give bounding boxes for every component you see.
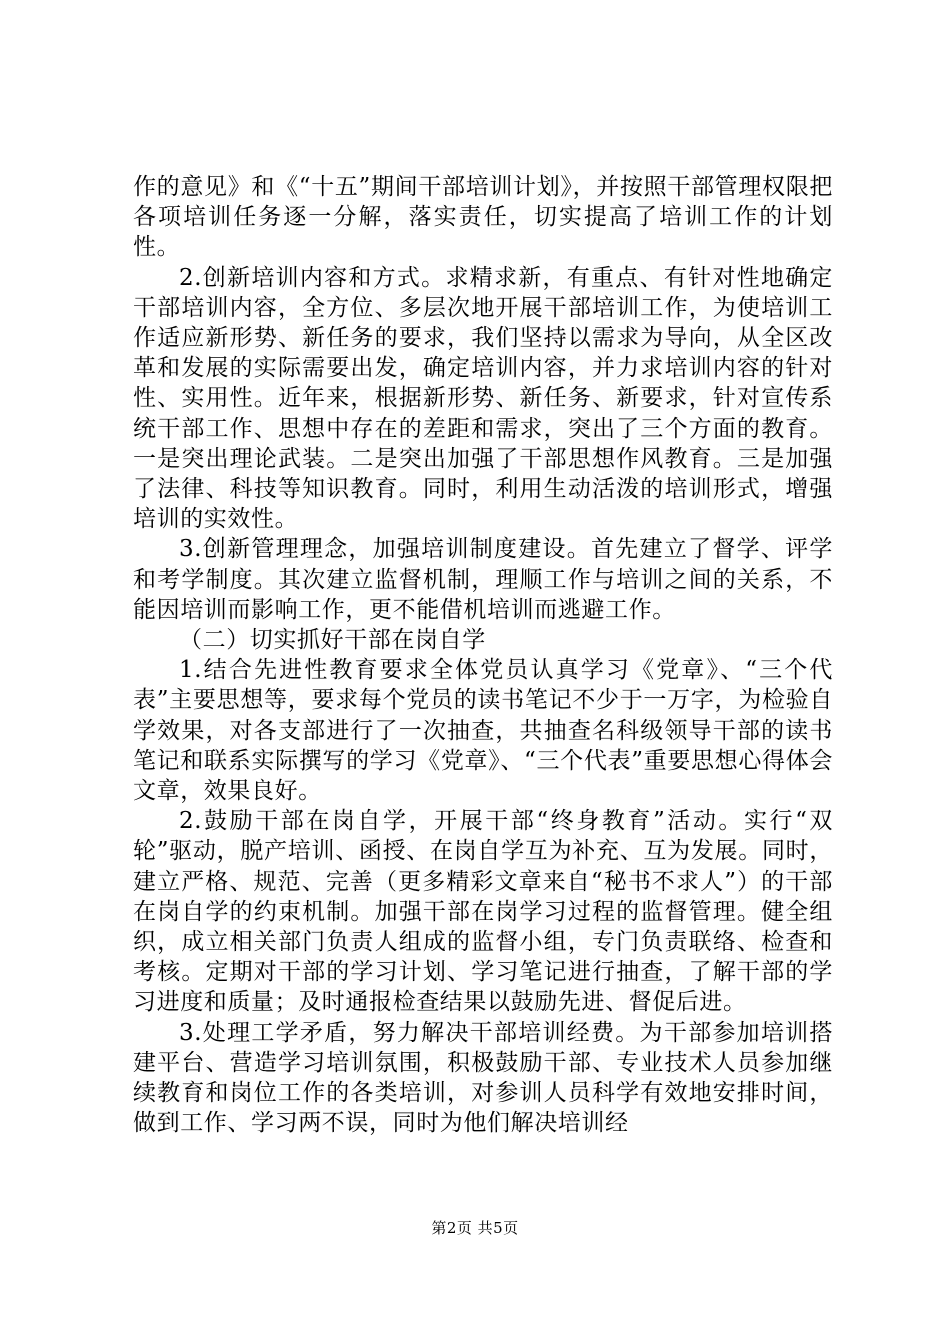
paragraph-item-2: 2.创新培训内容和方式。求精求新，有重点、有针对性地确定干部培训内容，全方位、多层次地开展干部培训工作，为使培训工作适应新形势、新任务的要求，我们坚持以需求为导向，从全区改革和发展的实际需要出发，确定培训内容，并力求培训内容的针对性、实用性。近年来，根据新形势、新任务、新要求，针对宣传系统干部工作、思想中存在的差距和需求，突出了三个方面的教育。一是突出理论武装。二是突出加强了干部思想作风教育。三是加强了法律、科技等知识教育。同时，利用生动活泼的培训形式，增强培训的实效性。 (133, 264, 833, 533)
section-heading: （二）切实抓好干部在岗自学 (179, 627, 486, 654)
paragraph-continuation: 作的意见》和《“十五”期间干部培训计划》，并按照干部管理权限把各项培训任务逐一分解，落实责任，切实提高了培训工作的计划性。 (133, 174, 833, 261)
paragraph-item-3: 3.创新管理理念，加强培训制度建设。首先建立了督学、评学和考学制度。其次建立监督机制，理顺工作与培训之间的关系，不能因培训而影响工作，更不能借机培训而逃避工作。 (133, 536, 833, 623)
paragraph-subitem-3: 3.处理工学矛盾，努力解决干部培训经费。为干部参加培训搭建平台、营造学习培训氛围，积极鼓励干部、专业技术人员参加继续教育和岗位工作的各类培训，对参训人员科学有效地安排时间，做到工作、学习两不误，同时为他们解决培训经 (133, 1019, 833, 1137)
paragraph-subitem-1: 1.结合先进性教育要求全体党员认真学习《党章》、“三个代表”主要思想等，要求每个党员的读书笔记不少于一万字，为检验自学效果，对各支部进行了一次抽查，共抽查名科级领导干部的读书笔记和联系实际撰写的学习《党章》、“三个代表”重要思想心得体会文章，效果良好。 (133, 657, 833, 805)
document-body (133, 172, 833, 1139)
paragraph-subitem-2: 2.鼓励干部在岗自学，开展干部“终身教育”活动。实行“双轮”驱动，脱产培训、函授、在岗自学互为补充、互为发展。同时，建立严格、规范、完善（更多精彩文章来自“秘书不求人”）的干部在岗自学的约束机制。加强干部在岗学习过程的监督管理。健全组织，成立相关部门负责人组成的监督小组，专门负责联络、检查和考核。定期对干部的学习计划、学习笔记进行抽查，了解干部的学习进度和质量；及时通报检查结果以鼓励先进、督促后进。 (133, 808, 833, 1016)
page-footer (0, 1217, 950, 1238)
page-number: 第2页 共5页 (431, 1219, 519, 1237)
